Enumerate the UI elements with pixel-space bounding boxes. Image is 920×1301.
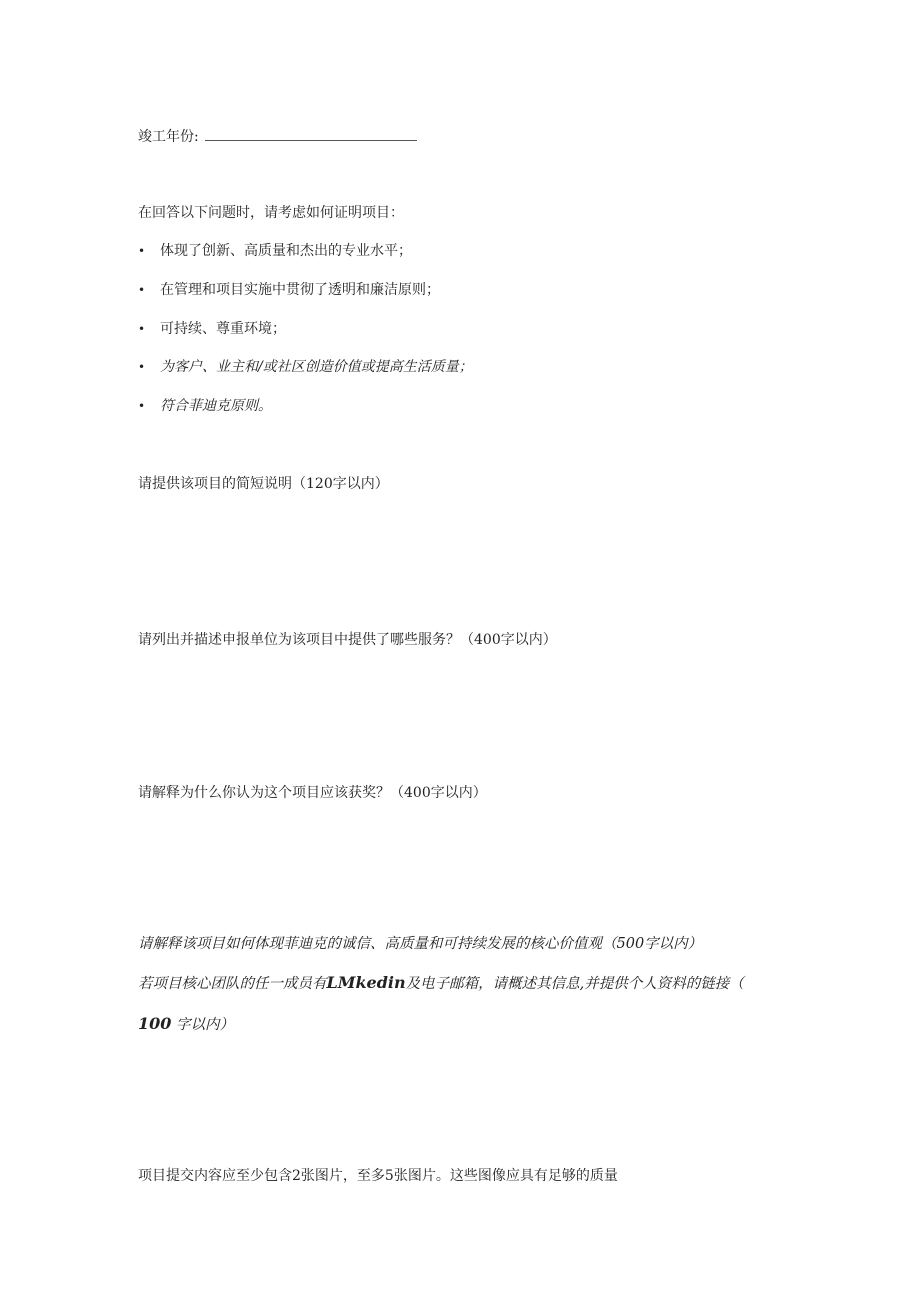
bullet-text: 可持续、尊重环境； [160,321,286,337]
bullet-marker: • [138,322,146,336]
intro-text: 在回答以下问题时，请考虑如何证明项目： [138,205,404,221]
bullet-item [138,397,272,415]
bullet-marker: • [138,360,146,374]
completion-year-row [138,128,417,146]
question-team-part3: 100 [138,1014,172,1033]
bullet-item [138,320,286,338]
question-services: 请列出并描述申报单位为该项目中提供了哪些服务？（400字以内） [138,632,557,648]
bullet-text: 符合菲迪克原则。 [160,398,272,414]
images-requirement: 项目提交内容应至少包含2张图片，至多5张图片。这些图像应具有足够的质量 [138,1168,618,1184]
bullet-text: 为客户、业主和/或社区创造价值或提高生活质量； [160,359,473,375]
question-team-part2: 及电子邮箱，请概述其信息,并提供个人资料的链接（ [405,976,744,992]
bullet-text: 体现了创新、高质量和杰出的专业水平； [160,243,412,259]
question-team [138,963,788,1045]
bullet-text: 在管理和项目实施中贯彻了透明和廉洁原则； [160,282,440,298]
bullet-item [138,358,473,376]
completion-year-blank[interactable] [205,128,417,141]
question-team-part1: 若项目核心团队的任一成员有 [138,976,327,992]
question-team-part4: 字以内） [176,1017,235,1033]
question-core-values: 请解释该项目如何体现菲迪克的诚信、高质量和可持续发展的核心价值观（500字以内） [138,936,703,952]
completion-year-label: 竣工年份: [138,129,199,145]
question-award: 请解释为什么你认为这个项目应该获奖？（400字以内） [138,785,487,801]
bullet-marker: • [138,283,146,297]
question-brief: 请提供该项目的简短说明（120字以内） [138,476,389,492]
bullet-item [138,242,412,260]
bullet-marker: • [138,244,146,258]
question-team-brand: LMkedin [326,973,406,992]
bullet-item [138,281,440,299]
bullet-marker: • [138,399,146,413]
